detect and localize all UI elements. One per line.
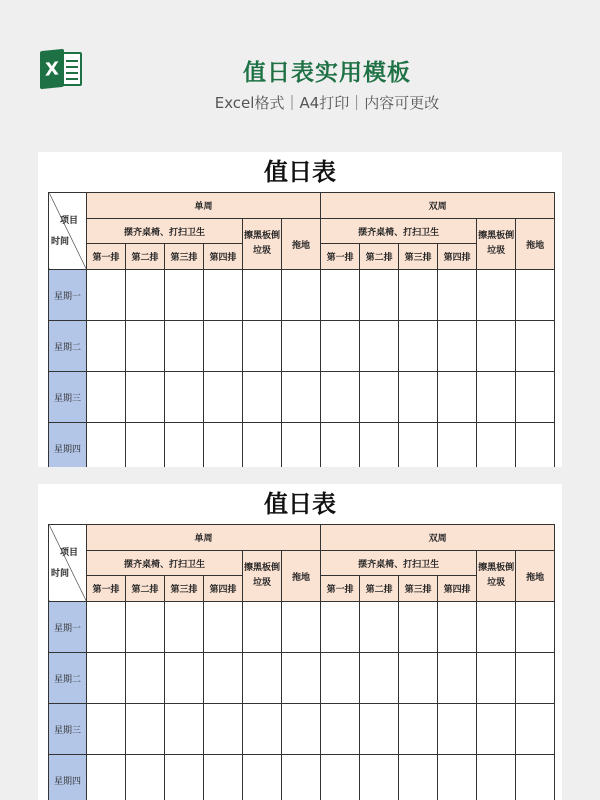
table-row (49, 321, 555, 372)
day-label: 星期二 (49, 321, 87, 372)
day-label: 星期四 (49, 755, 87, 800)
day-label: 星期三 (49, 704, 87, 755)
table-row (49, 602, 555, 653)
duty-sheet-preview-1 (38, 152, 562, 467)
task-board-header: 擦黑板倒垃圾 (477, 219, 516, 270)
row-label: 第四排 (204, 244, 243, 270)
day-label: 星期四 (49, 423, 87, 468)
week-single-header: 单周 (87, 525, 321, 551)
day-label: 星期三 (49, 372, 87, 423)
row-label: 第三排 (165, 576, 204, 602)
table-row (49, 372, 555, 423)
sheet-title: 值日表 (264, 158, 336, 186)
excel-icon: X (40, 50, 84, 90)
row-label: 第一排 (321, 244, 360, 270)
task-board-header: 擦黑板倒垃圾 (243, 219, 282, 270)
day-label: 星期一 (49, 270, 87, 321)
duty-sheet-preview-2 (38, 484, 562, 800)
row-label: 第一排 (87, 244, 126, 270)
table-row (49, 423, 555, 468)
task-board-header: 擦黑板倒垃圾 (243, 551, 282, 602)
task-group-header: 摆齐桌椅、打扫卫生 (87, 219, 243, 244)
corner-cell: 项目 时间 (49, 193, 87, 270)
row-label: 第二排 (126, 576, 165, 602)
week-double-header: 双周 (321, 193, 555, 219)
duty-table (48, 524, 555, 800)
task-group-header: 摆齐桌椅、打扫卫生 (321, 551, 477, 576)
row-label: 第三排 (399, 244, 438, 270)
task-mop-header: 拖地 (282, 219, 321, 270)
page-title: 值日表实用模板 (243, 60, 411, 86)
row-label: 第四排 (438, 244, 477, 270)
row-label: 第三排 (399, 576, 438, 602)
table-row (49, 270, 555, 321)
task-group-header: 摆齐桌椅、打扫卫生 (321, 219, 477, 244)
day-label: 星期二 (49, 653, 87, 704)
duty-table (48, 192, 555, 467)
task-mop-header: 拖地 (516, 219, 555, 270)
table-row (49, 755, 555, 800)
page-subtitle: Excel格式｜A4打印｜内容可更改 (214, 94, 440, 112)
table-row (49, 653, 555, 704)
task-mop-header: 拖地 (282, 551, 321, 602)
row-label: 第二排 (360, 244, 399, 270)
row-label: 第三排 (165, 244, 204, 270)
row-label: 第四排 (204, 576, 243, 602)
week-single-header: 单周 (87, 193, 321, 219)
row-label: 第二排 (126, 244, 165, 270)
row-label: 第一排 (321, 576, 360, 602)
row-label: 第一排 (87, 576, 126, 602)
task-board-header: 擦黑板倒垃圾 (477, 551, 516, 602)
page-header (0, 0, 600, 140)
row-label: 第四排 (438, 576, 477, 602)
table-row (49, 704, 555, 755)
row-label: 第二排 (360, 576, 399, 602)
sheet-title: 值日表 (264, 490, 336, 518)
day-label: 星期一 (49, 602, 87, 653)
corner-cell: 项目 时间 (49, 525, 87, 602)
task-mop-header: 拖地 (516, 551, 555, 602)
week-double-header: 双周 (321, 525, 555, 551)
task-group-header: 摆齐桌椅、打扫卫生 (87, 551, 243, 576)
